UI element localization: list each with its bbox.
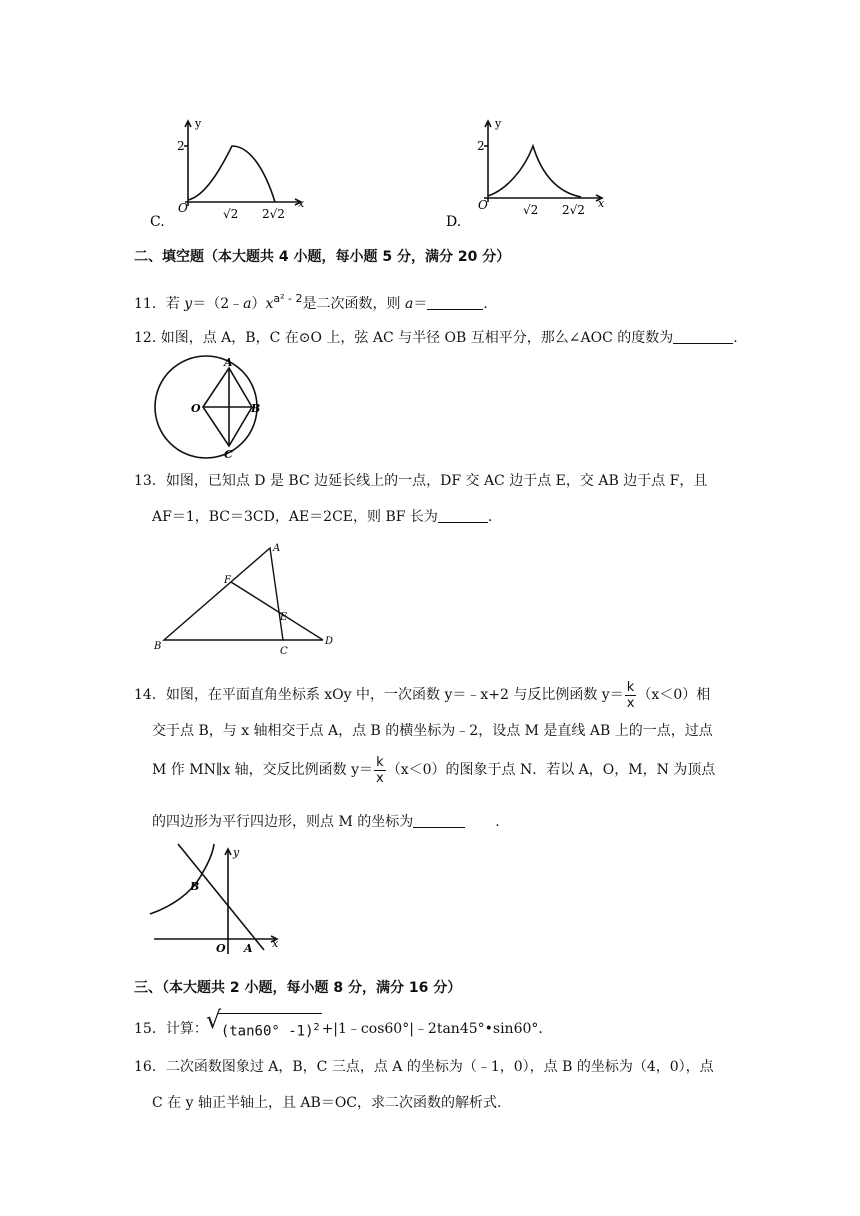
fig14-label-o: O — [216, 942, 226, 955]
fig12-label-c: C — [224, 448, 233, 461]
fig13-label-c: C — [280, 646, 288, 657]
fig12-label-a: A — [224, 356, 233, 369]
graph-c — [150, 110, 320, 235]
graph-d-label: D. — [446, 214, 462, 230]
question-14: 14．如图，在平面直角坐标系 xOy 中，一次函数 y＝﹣x+2 与反比例函数 y＝ $\frac{k}{x}$ （x＜0）相 — [134, 679, 711, 711]
q15-number: 15． — [134, 1020, 166, 1037]
q12-number: 12. — [134, 330, 161, 346]
graph-d-origin: O — [478, 198, 488, 212]
graph-c-x-tick2: 2√2 — [262, 207, 285, 221]
fig13-label-b: B — [154, 641, 162, 652]
figure-14-coordinate-plane — [148, 842, 288, 957]
graph-d-y-label: y — [495, 117, 502, 130]
fig12-label-o: O — [191, 402, 201, 415]
graph-d-x-tick2: 2√2 — [562, 203, 585, 217]
question-15: 15．计算： √ (tan60° -1)$^2$ +|1﹣cos60°|﹣2tan45°•sin60°． — [134, 1013, 552, 1039]
q12-answer-blank[interactable] — [673, 329, 733, 344]
figure-13-triangle — [148, 538, 348, 658]
question-14-line-3: M 作 MN∥x 轴，交反比例函数 y＝ $\frac{k}{x}$ （x＜0）的图象于点 N．若以 A，O，M，N 为顶点 — [152, 754, 716, 786]
question-16: 16．二次函数图象过 A，B，C 三点，点 A 的坐标为（﹣1，0），点 B 的坐标为（4，0），点 — [134, 1059, 714, 1075]
graph-d — [446, 110, 616, 235]
graph-c-label: C. — [150, 214, 165, 230]
graph-c-x-tick1: √2 — [223, 207, 239, 221]
graph-c-y-label: y — [195, 117, 202, 130]
q14-answer-blank[interactable] — [413, 813, 465, 828]
fig14-label-b: B — [190, 880, 200, 893]
q11-number: 11． — [134, 296, 166, 312]
graph-d-y-tick: 2 — [477, 139, 485, 153]
section-3-title: 三、（本大题共 2 小题，每小题 8 分，满分 16 分） — [134, 980, 462, 996]
fig14-label-y: y — [233, 846, 240, 859]
q11-answer-blank[interactable] — [427, 295, 483, 310]
fig14-label-a: A — [244, 942, 253, 955]
q14-fraction-1: $\frac{k}{x}$ — [626, 679, 635, 711]
section-2-title: 二、填空题（本大题共 4 小题，每小题 5 分，满分 20 分） — [134, 249, 511, 265]
fig12-label-b: B — [251, 402, 261, 415]
question-13: 13．如图，已知点 D 是 BC 边延长线上的一点，DF 交 AC 边于点 E，交 AB 边于点 F，且 — [134, 473, 708, 489]
question-11: 11．若 $y=(2﹣a)x^{a^2 - 2}$是二次函数，则 a＝ . — [134, 292, 488, 312]
q15-square-root: √ (tan60° -1)$^2$ — [208, 1013, 322, 1045]
graph-d-x-label: x — [598, 197, 605, 210]
q14-number: 14． — [134, 687, 166, 703]
q14-fraction-2: $\frac{k}{x}$ — [376, 754, 384, 786]
q13-number: 13． — [134, 473, 166, 489]
question-16-line-2: C 在 y 轴正半轴上，且 AB＝OC，求二次函数的解析式. — [152, 1095, 502, 1111]
q16-number: 16． — [134, 1059, 166, 1075]
question-14-line-4: 的四边形为平行四边形，则点 M 的坐标为 . — [152, 814, 500, 830]
graph-d-x-tick1: √2 — [523, 203, 539, 217]
graph-d-curve — [488, 146, 581, 197]
fig14-label-x: x — [272, 937, 279, 950]
figure-12-circle — [148, 352, 283, 464]
question-13-line-2: AF＝1，BC＝3CD，AE＝2CE，则 BF 长为 . — [152, 509, 493, 525]
fig13-label-d: D — [325, 636, 334, 647]
question-14-line-2: 交于点 B，与 x 轴相交于点 A，点 B 的横坐标为﹣2，设点 M 是直线 AB 上的一点，过点 — [152, 723, 713, 739]
q11-exponent: a² - 2 — [273, 292, 303, 305]
graph-c-origin: O — [178, 201, 188, 215]
fig13-label-e: E — [280, 612, 288, 623]
graph-c-curve — [188, 146, 275, 202]
graph-c-x-label: x — [298, 197, 305, 210]
q13-answer-blank[interactable] — [438, 508, 488, 523]
fig13-label-f: F — [224, 575, 231, 586]
graph-c-y-tick: 2 — [177, 139, 185, 153]
fig13-label-a: A — [273, 543, 281, 554]
question-12: 12. 如图，点 A，B，C 在⊙O 上，弦 AC 与半径 OB 互相平分，那么∠AOC 的度数为 . — [134, 330, 738, 346]
